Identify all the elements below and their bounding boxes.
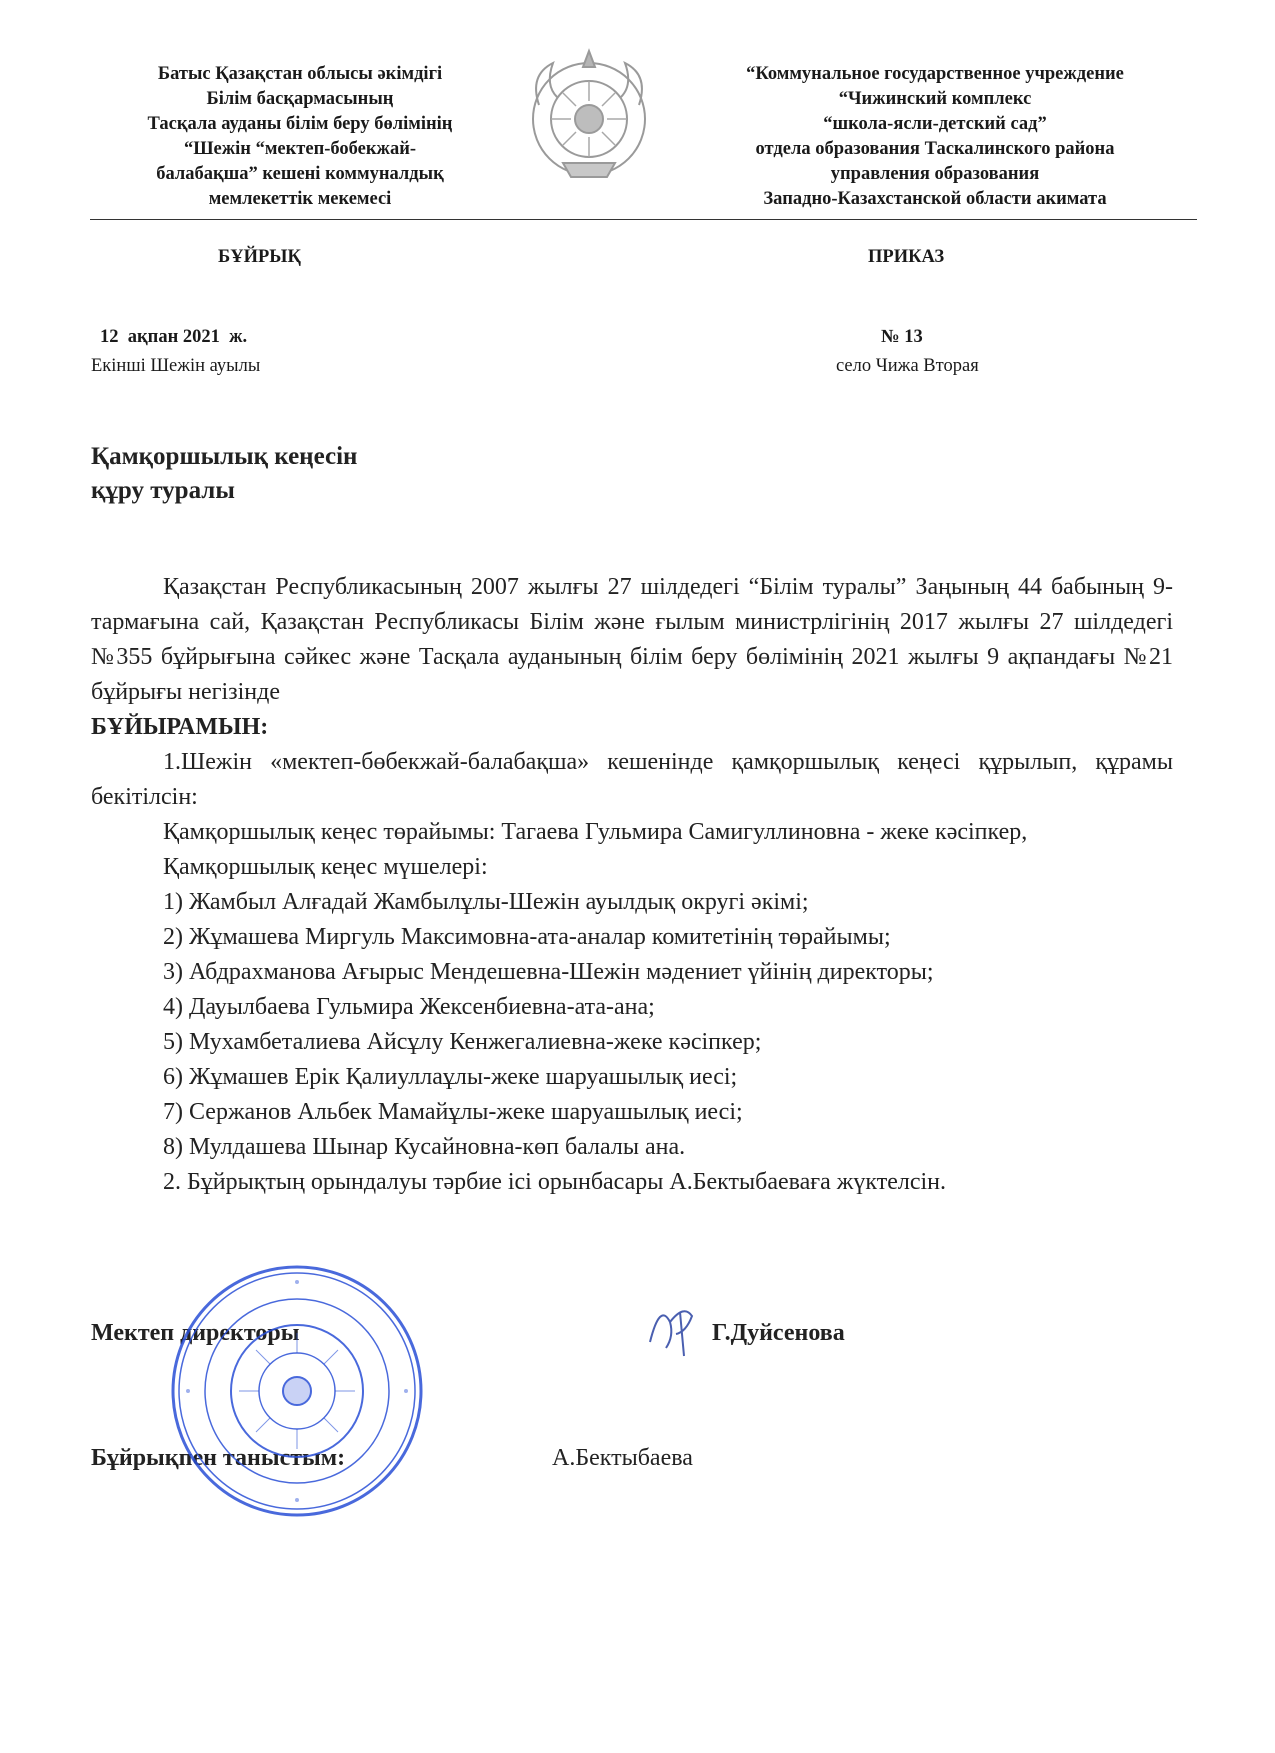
members-label: Қамқоршылық кеңес мүшелері: xyxy=(163,854,488,880)
header-right-line: Западно-Казахстанской области акимата xyxy=(763,189,1107,209)
header-divider xyxy=(90,219,1197,220)
handwritten-signature xyxy=(640,1292,710,1362)
item-2: 2. Бұйрықтың орындалуы тәрбие ісі орынбасары А.Бектыбаеваға жүктелсін. xyxy=(163,1169,947,1195)
header-right-line: “Коммунальное государственное учреждение xyxy=(746,64,1124,84)
order-subject xyxy=(91,440,357,508)
subject-line: Қамқоршылық кеңесін xyxy=(91,443,358,470)
official-seal-stamp xyxy=(168,1262,426,1520)
chair-paragraph: Қамқоршылық кеңес төрайымы: Тагаева Гульмира Самигуллиновна - жеке кәсіпкер, xyxy=(163,819,1028,845)
member-item: 3) Абдрахманова Ағырыс Мендешевна-Шежін мәдениет үйінің директоры; xyxy=(163,959,934,985)
header-left-line: балабақша” кешені коммуналдық xyxy=(156,164,444,184)
header-right-line: “школа-ясли-детский сад” xyxy=(823,114,1047,134)
header-left-line: Білім басқармасының xyxy=(206,89,394,109)
place-ru: село Чижа Вторая xyxy=(836,356,979,376)
member-item: 4) Дауылбаева Гульмира Жексенбиевна-ата-ана; xyxy=(163,994,655,1020)
order-body xyxy=(91,570,1173,1200)
header-left-line: Тасқала ауданы білім беру бөлімінің xyxy=(147,114,453,134)
member-item: 7) Сержанов Альбек Мамайұлы-жеке шаруашылық иесі; xyxy=(163,1099,743,1125)
header-left-line: Батыс Қазақстан облысы әкімдігі xyxy=(157,64,443,84)
header-right-institution xyxy=(680,62,1190,212)
order-number: № 13 xyxy=(881,327,923,347)
header-right-line: отдела образования Таскалинского района xyxy=(755,139,1115,159)
state-emblem-icon xyxy=(523,45,655,203)
member-item: 6) Жұмашев Ерік Қалиуллаұлы-жеке шаруашылық иесі; xyxy=(163,1064,738,1090)
signature-title: Мектеп директоры xyxy=(91,1320,300,1346)
member-item: 5) Мухамбеталиева Айсұлу Кенжегалиевна-жеке кәсіпкер; xyxy=(163,1029,762,1055)
order-title-kz: БҰЙРЫҚ xyxy=(218,247,301,267)
member-item: 1) Жамбыл Алғадай Жамбылұлы-Шежін ауылдық округі әкімі; xyxy=(163,889,809,915)
order-word: БҰЙЫРАМЫН: xyxy=(91,714,269,740)
header-right-line: управления образования xyxy=(830,164,1040,184)
preamble-paragraph xyxy=(91,570,1173,745)
order-date: 12 ақпан 2021 ж. xyxy=(100,327,248,347)
header-left-line: мемлекеттік мекемесі xyxy=(208,189,392,209)
preamble-text: Қазақстан Республикасының 2007 жылғы 27 шілдедегі “Білім туралы” Заңының 44 бабының 9-тармағына сай, Қазақстан Республикасы Білім және ғылым министрлігінің 2017 жылғы 27 шілдедегі №355 бұйрығына сәйкес және Тасқала ауданының білім беру бөлімінің 2021 жылғы 9 ақпандағы №21 бұйрығы негізінде xyxy=(91,574,1173,705)
acknowledged-label: Бұйрықпен таныстым: xyxy=(91,1445,346,1471)
header-left-institution xyxy=(90,62,510,212)
order-title-ru: ПРИКАЗ xyxy=(868,247,945,267)
place-kz: Екінші Шежін ауылы xyxy=(91,356,261,376)
header-right-line: “Чижинский комплекс xyxy=(838,89,1032,109)
member-item: 2) Жұмашева Миргуль Максимовна-ата-аналар комитетінің төрайымы; xyxy=(163,924,891,950)
subject-line: құру туралы xyxy=(91,477,235,504)
member-item: 8) Мулдашева Шынар Кусайновна-көп балалы ана. xyxy=(163,1134,686,1160)
acknowledged-name: А.Бектыбаева xyxy=(552,1445,693,1471)
item-1: 1.Шежін «мектеп-бөбекжай-балабақша» кешенінде қамқоршылық кеңесі құрылып, құрамы бекітілсін: xyxy=(91,749,1173,810)
signature-name: Г.Дуйсенова xyxy=(712,1320,845,1346)
header-left-line: “Шежін “мектеп-бобекжай- xyxy=(183,139,417,159)
